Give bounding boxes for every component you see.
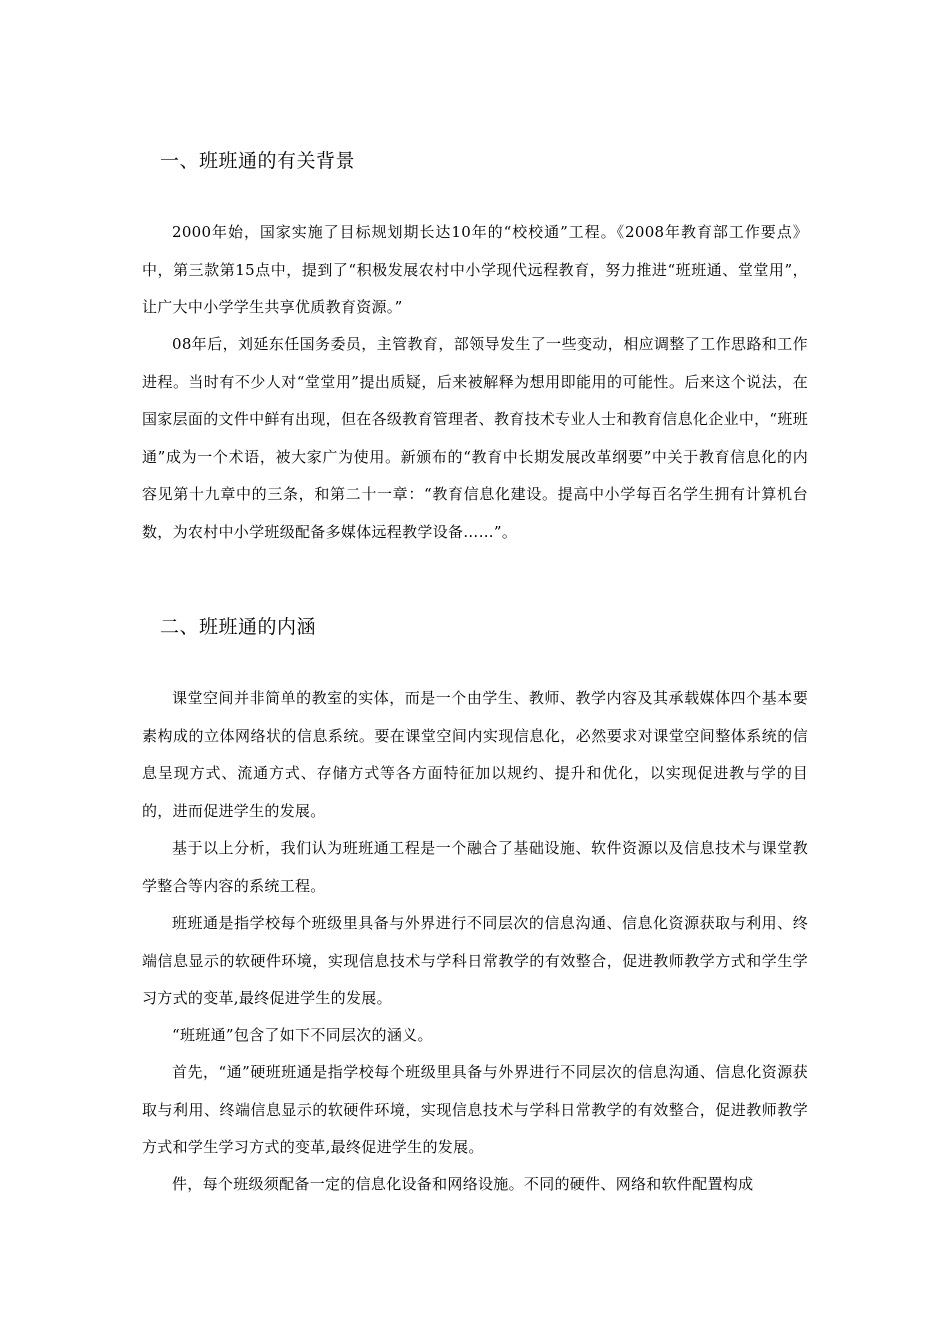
paragraph-connotation-1: 课堂空间并非简单的教室的实体，而是一个由学生、教师、教学内容及其承载媒体四个基本要素构成的立体网络状的信息系统。要在课堂空间内实现信息化，必然要求对课堂空间整体系统的信息呈现方式、流通方式、存储方式等各方面特征加以规约、提升和优化，以实现促进教与学的目的，进而促进学生的发展。 <box>142 689 808 820</box>
paragraph-connotation-2: 基于以上分析，我们认为班班通工程是一个融合了基础设施、软件资源以及信息技术与课堂教学整合等内容的系统工程。 <box>142 839 808 895</box>
paragraph-connotation-4: “班班通”包含了如下不同层次的涵义。 <box>172 1026 433 1044</box>
paragraph-connotation-6: 件，每个班级须配备一定的信息化设备和网络设施。不同的硬件、网络和软件配置构成 <box>172 1175 754 1193</box>
section-heading-background: 一、班班通的有关背景 <box>160 150 356 172</box>
paragraph-connotation-3: 班班通是指学校每个班级里具备与外界进行不同层次的信息沟通、信息化资源获取与利用、终端信息显示的软硬件环境，实现信息技术与学科日常教学的有效整合，促进教师教学方式和学生学习方式的变革,最终促进学生的发展。 <box>142 914 808 1007</box>
paragraph-connotation-5: 首先，“通”硬班班通是指学校每个班级里具备与外界进行不同层次的信息沟通、信息化资源获取与利用、终端信息显示的软硬件环境，实现信息技术与学科日常教学的有效整合，促进教师教学方式和学生学习方式的变革,最终促进学生的发展。 <box>142 1063 808 1156</box>
section-heading-connotation: 二、班班通的内涵 <box>160 616 317 638</box>
paragraph-background-1: 2000年始，国家实施了目标规划期长达10年的“校校通”工程。《2008年教育部工作要点》中，第三款第15点中，提到了“积极发展农村中小学现代远程教育，努力推进“班班通、堂堂用”，让广大中小学学生共享优质教育资源。” <box>142 223 808 316</box>
paragraph-background-2: 08年后，刘延东任国务委员，主管教育，部领导发生了一些变动，相应调整了工作思路和工作进程。当时有不少人对“堂堂用”提出质疑，后来被解释为想用即能用的可能性。后来这个说法，在国家层面的文件中鲜有出现，但在各级教育管理者、教育技术专业人士和教育信息化企业中，“班班通”成为一个术语，被大家广为使用。新颁布的“教育中长期发展改革纲要”中关于教育信息化的内容见第十九章中的三条，和第二十一章：“教育信息化建设。提高中小学每百名学生拥有计算机台数，为农村中小学班级配备多媒体远程教学设备……”。 <box>142 335 808 541</box>
